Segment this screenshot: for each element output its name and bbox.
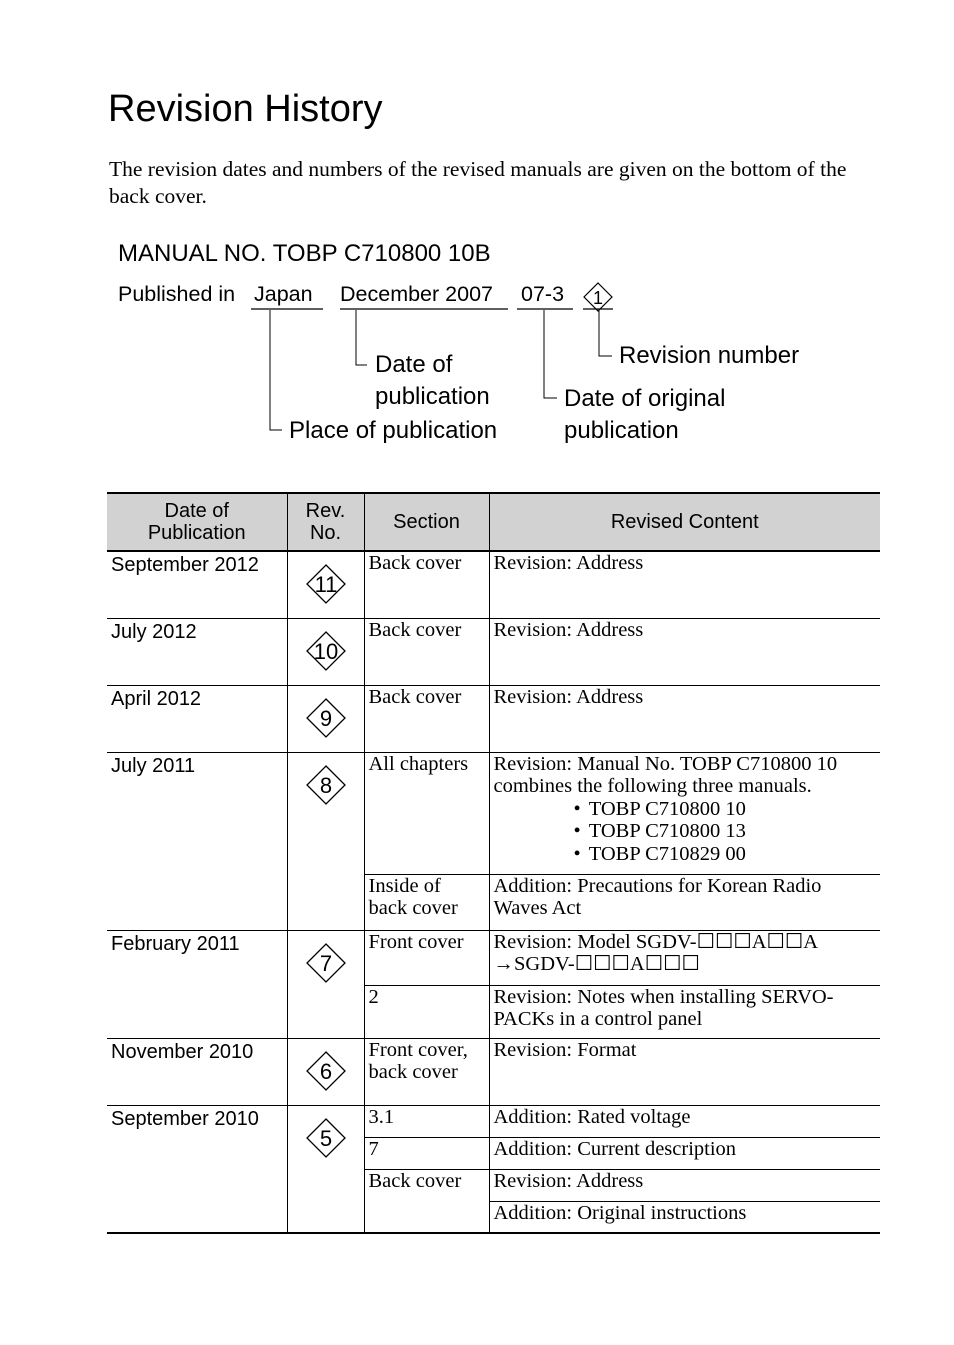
date-cell: February 2011: [107, 930, 287, 1038]
original-date-value: 07-3: [521, 282, 565, 306]
page-title: Revision History: [108, 88, 383, 130]
rev-no-cell: [287, 752, 364, 930]
table-row: [107, 551, 880, 618]
intro-text: The revision dates and numbers of the revised manuals are given on the bottom of the back cover.: [109, 157, 847, 208]
table-row: [107, 685, 880, 752]
date-cell: September 2012: [107, 551, 287, 618]
svg-text:8: 8: [319, 772, 332, 798]
date-cell: November 2010: [107, 1038, 287, 1105]
table-row: [107, 930, 880, 985]
revision-diamond-icon: [306, 1051, 346, 1091]
section-cell: All chapters: [364, 752, 489, 874]
rev-no-cell: [287, 1105, 364, 1233]
section-cell: Back cover: [364, 685, 489, 752]
section-cell: Back cover: [364, 1169, 489, 1233]
header-date: Date of Publication: [107, 493, 287, 551]
label-date-of-original-publication: Date of original publication: [564, 385, 726, 444]
section-cell: Front cover, back cover: [364, 1038, 489, 1105]
header-revised-content: Revised Content: [489, 493, 880, 551]
date-cell: July 2012: [107, 618, 287, 685]
content-cell: Addition: Rated voltage: [489, 1105, 880, 1137]
header-rev-no: Rev. No.: [287, 493, 364, 551]
svg-text:6: 6: [319, 1058, 332, 1084]
published-in-label: Published in: [118, 282, 236, 306]
rev-no-cell: [287, 551, 364, 618]
table-row: [107, 1105, 880, 1137]
list-item: • TOBP C710829 00: [574, 843, 877, 866]
list-item: • TOBP C710800 13: [574, 820, 877, 843]
label-place-of-publication: Place of publication: [289, 417, 498, 444]
svg-text:9: 9: [319, 705, 332, 731]
table-row: [107, 1038, 880, 1105]
content-cell: Revision: Notes when installing SERVO-PACKs in a control panel: [489, 985, 880, 1038]
svg-text:5: 5: [319, 1125, 332, 1151]
rev-no-cell: [287, 618, 364, 685]
rev-no-cell: [287, 930, 364, 1038]
svg-text:7: 7: [319, 950, 332, 976]
section-cell: 2: [364, 985, 489, 1038]
content-cell: Revision: Address: [489, 1169, 880, 1201]
header-section: Section: [364, 493, 489, 551]
rev-no-cell: [287, 1038, 364, 1105]
revision-diamond-icon: [306, 943, 346, 983]
content-cell: Addition: Current description: [489, 1137, 880, 1169]
place-value: Japan: [254, 282, 313, 306]
section-cell: 7: [364, 1137, 489, 1169]
rev-no-cell: [287, 685, 364, 752]
label-revision-number: Revision number: [619, 342, 800, 369]
content-cell: Revision: Address: [489, 551, 880, 618]
content-cell: Addition: Precautions for Korean Radio Waves Act: [489, 874, 880, 930]
list-item: • TOBP C710800 10: [574, 798, 877, 821]
section-cell: Back cover: [364, 551, 489, 618]
section-cell: Front cover: [364, 930, 489, 985]
revision-diamond-icon: [306, 698, 346, 738]
date-cell: July 2011: [107, 752, 287, 930]
content-cell: Addition: Original instructions: [489, 1201, 880, 1233]
manual-list: [494, 798, 877, 866]
content-cell: Revision: Address: [489, 685, 880, 752]
revision-diamond-icon: [306, 765, 346, 805]
section-cell: Back cover: [364, 618, 489, 685]
revision-diamond-icon: [306, 564, 346, 604]
table-row: [107, 752, 880, 874]
date-cell: April 2012: [107, 685, 287, 752]
revision-table: [107, 492, 880, 1234]
manual-number: MANUAL NO. TOBP C710800 10B: [118, 240, 491, 267]
revision-diamond-icon: [306, 1118, 346, 1158]
section-cell: 3.1: [364, 1105, 489, 1137]
label-date-of-publication: Date of publication: [375, 351, 490, 410]
content-cell: Revision: Format: [489, 1038, 880, 1105]
content-cell: Revision: Model SGDV-☐☐☐A☐☐A →SGDV-☐☐☐A☐☐☐: [489, 930, 880, 985]
svg-text:11: 11: [314, 572, 337, 597]
table-row: [107, 618, 880, 685]
revision-diamond-icon: [584, 283, 612, 311]
section-cell: Inside of back cover: [364, 874, 489, 930]
svg-text:1: 1: [592, 288, 604, 308]
table-header-row: [107, 493, 880, 551]
revision-diamond-icon: [306, 631, 346, 671]
content-cell: Revision: Address: [489, 618, 880, 685]
date-value: December 2007: [340, 282, 493, 306]
date-cell: September 2010: [107, 1105, 287, 1233]
content-cell: Revision: Manual No. TOBP C710800 10 combines the following three manuals. • TOBP C710800 10 • TOBP C710800 13 • TOBP C710829 00: [489, 752, 880, 874]
svg-text:10: 10: [313, 638, 338, 664]
